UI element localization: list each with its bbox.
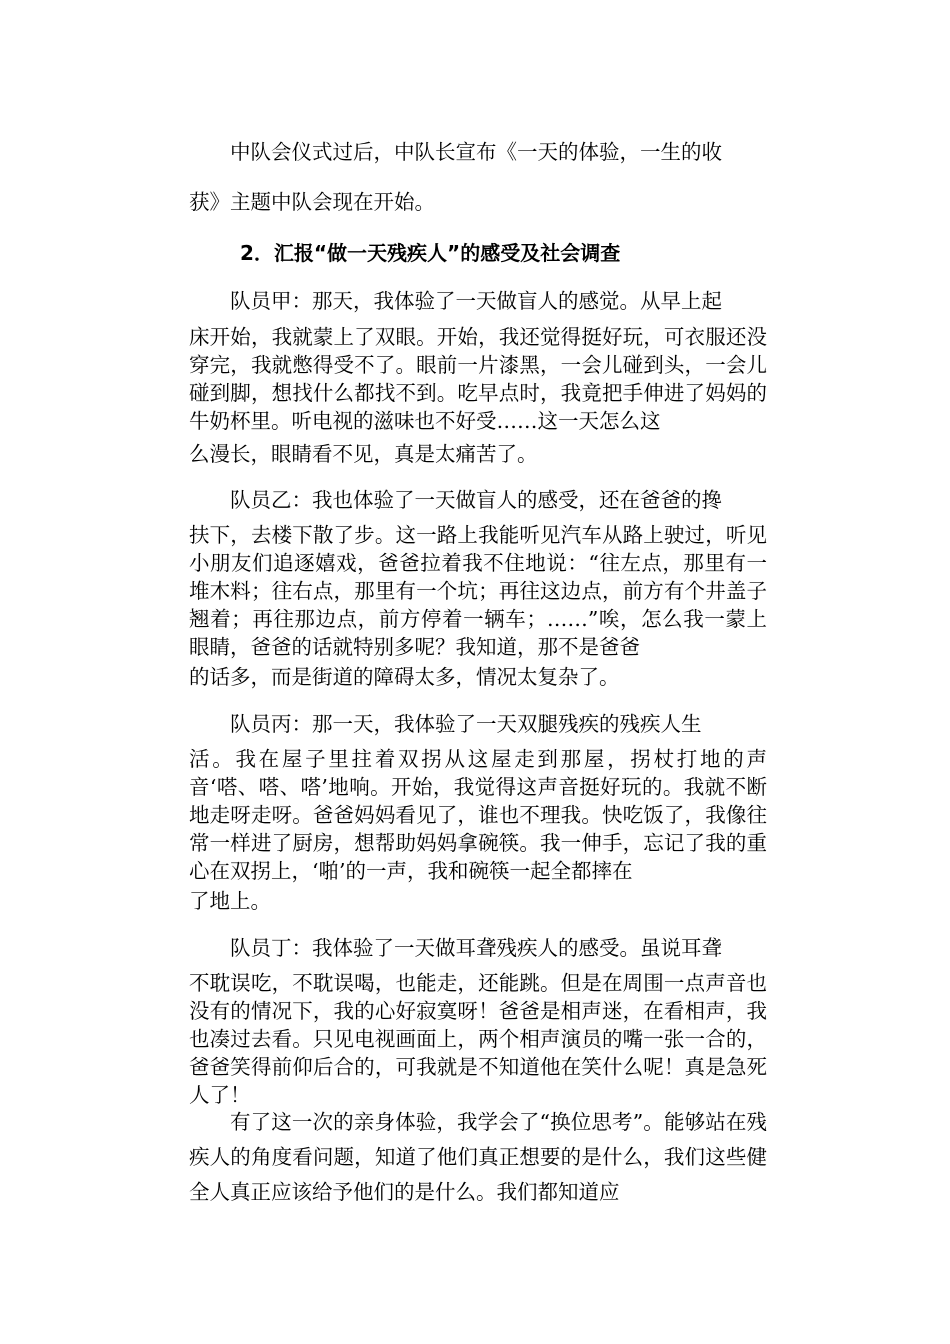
member-a-first-line: 队员甲：那天，我体验了一天做盲人的感觉。从早上起	[230, 289, 722, 313]
member-b-last-line: 的话多，而是街道的障碍太多，情况太复杂了。	[189, 665, 620, 689]
intro-line-2: 获》主题中队会现在开始。	[189, 190, 435, 214]
member-d-body: 不耽误吃，不耽误喝，也能走，还能跳。但是在周围一点声音也没有的情况下，我的心好寂寞呀！爸爸是相声迷，在看相声，我也凑过去看。只见电视画面上，两个相声演员的嘴一张一合的，爸爸笑得前仰后合的，可我就是不知道他在笑什么呢！真是急死人了！	[189, 971, 767, 1107]
member-b-body: 扶下，去楼下散了步。这一路上我能听见汽车从路上驶过，听见小朋友们追逐嬉戏，爸爸拉着我不住地说：“往左点，那里有一堆木料；往右点，那里有一个坑；再往这边点，前方有个井盖子翘着；再往那边点，前方停着一辆车；……”唉，怎么我一蒙上眼睛，爸爸的话就特别多呢？我知道，那不是爸爸	[189, 523, 767, 659]
member-b-first-line: 队员乙：我也体验了一天做盲人的感受，还在爸爸的搀	[230, 488, 722, 512]
conclusion-paragraph: 有了这一次的亲身体验，我学会了“换位思考”。能够站在残疾人的角度看问题，知道了他们真正想要的是什么，我们这些健全人真正应该给予他们的是什么。我们都知道应	[189, 1110, 767, 1204]
member-d-first-line: 队员丁：我体验了一天做耳聋残疾人的感受。虽说耳聋	[230, 936, 722, 960]
member-a-body: 床开始，我就蒙上了双眼。开始，我还觉得挺好玩，可衣服还没穿完，我就憋得受不了。眼前一片漆黑，一会儿碰到头，一会儿碰到脚，想找什么都找不到。吃早点时，我竟把手伸进了妈妈的牛奶杯里。听电视的滋味也不好受……这一天怎么这	[189, 325, 767, 433]
member-c-first-line: 队员丙：那一天，我体验了一天双腿残疾的残疾人生	[230, 712, 702, 736]
section-heading: 2．汇报“做一天残疾人”的感受及社会调查	[240, 241, 621, 265]
member-c-body: 活。我在屋子里拄着双拐从这屋走到那屋，拐杖打地的声音‘嗒、嗒、嗒’地响。开始，我觉得这声音挺好玩的。我就不断地走呀走呀。爸爸妈妈看见了，谁也不理我。快吃饭了，我像往常一样进了厨房，想帮助妈妈拿碗筷。我一伸手，忘记了我的重心在双拐上，‘啪’的一声，我和碗筷一起全都摔在	[189, 747, 767, 883]
member-c-last-line: 了地上。	[189, 889, 271, 913]
member-a-last-line: 么漫长，眼睛看不见，真是太痛苦了。	[189, 442, 538, 466]
intro-line-1: 中队会仪式过后，中队长宣布《一天的体验，一生的收	[230, 140, 722, 164]
